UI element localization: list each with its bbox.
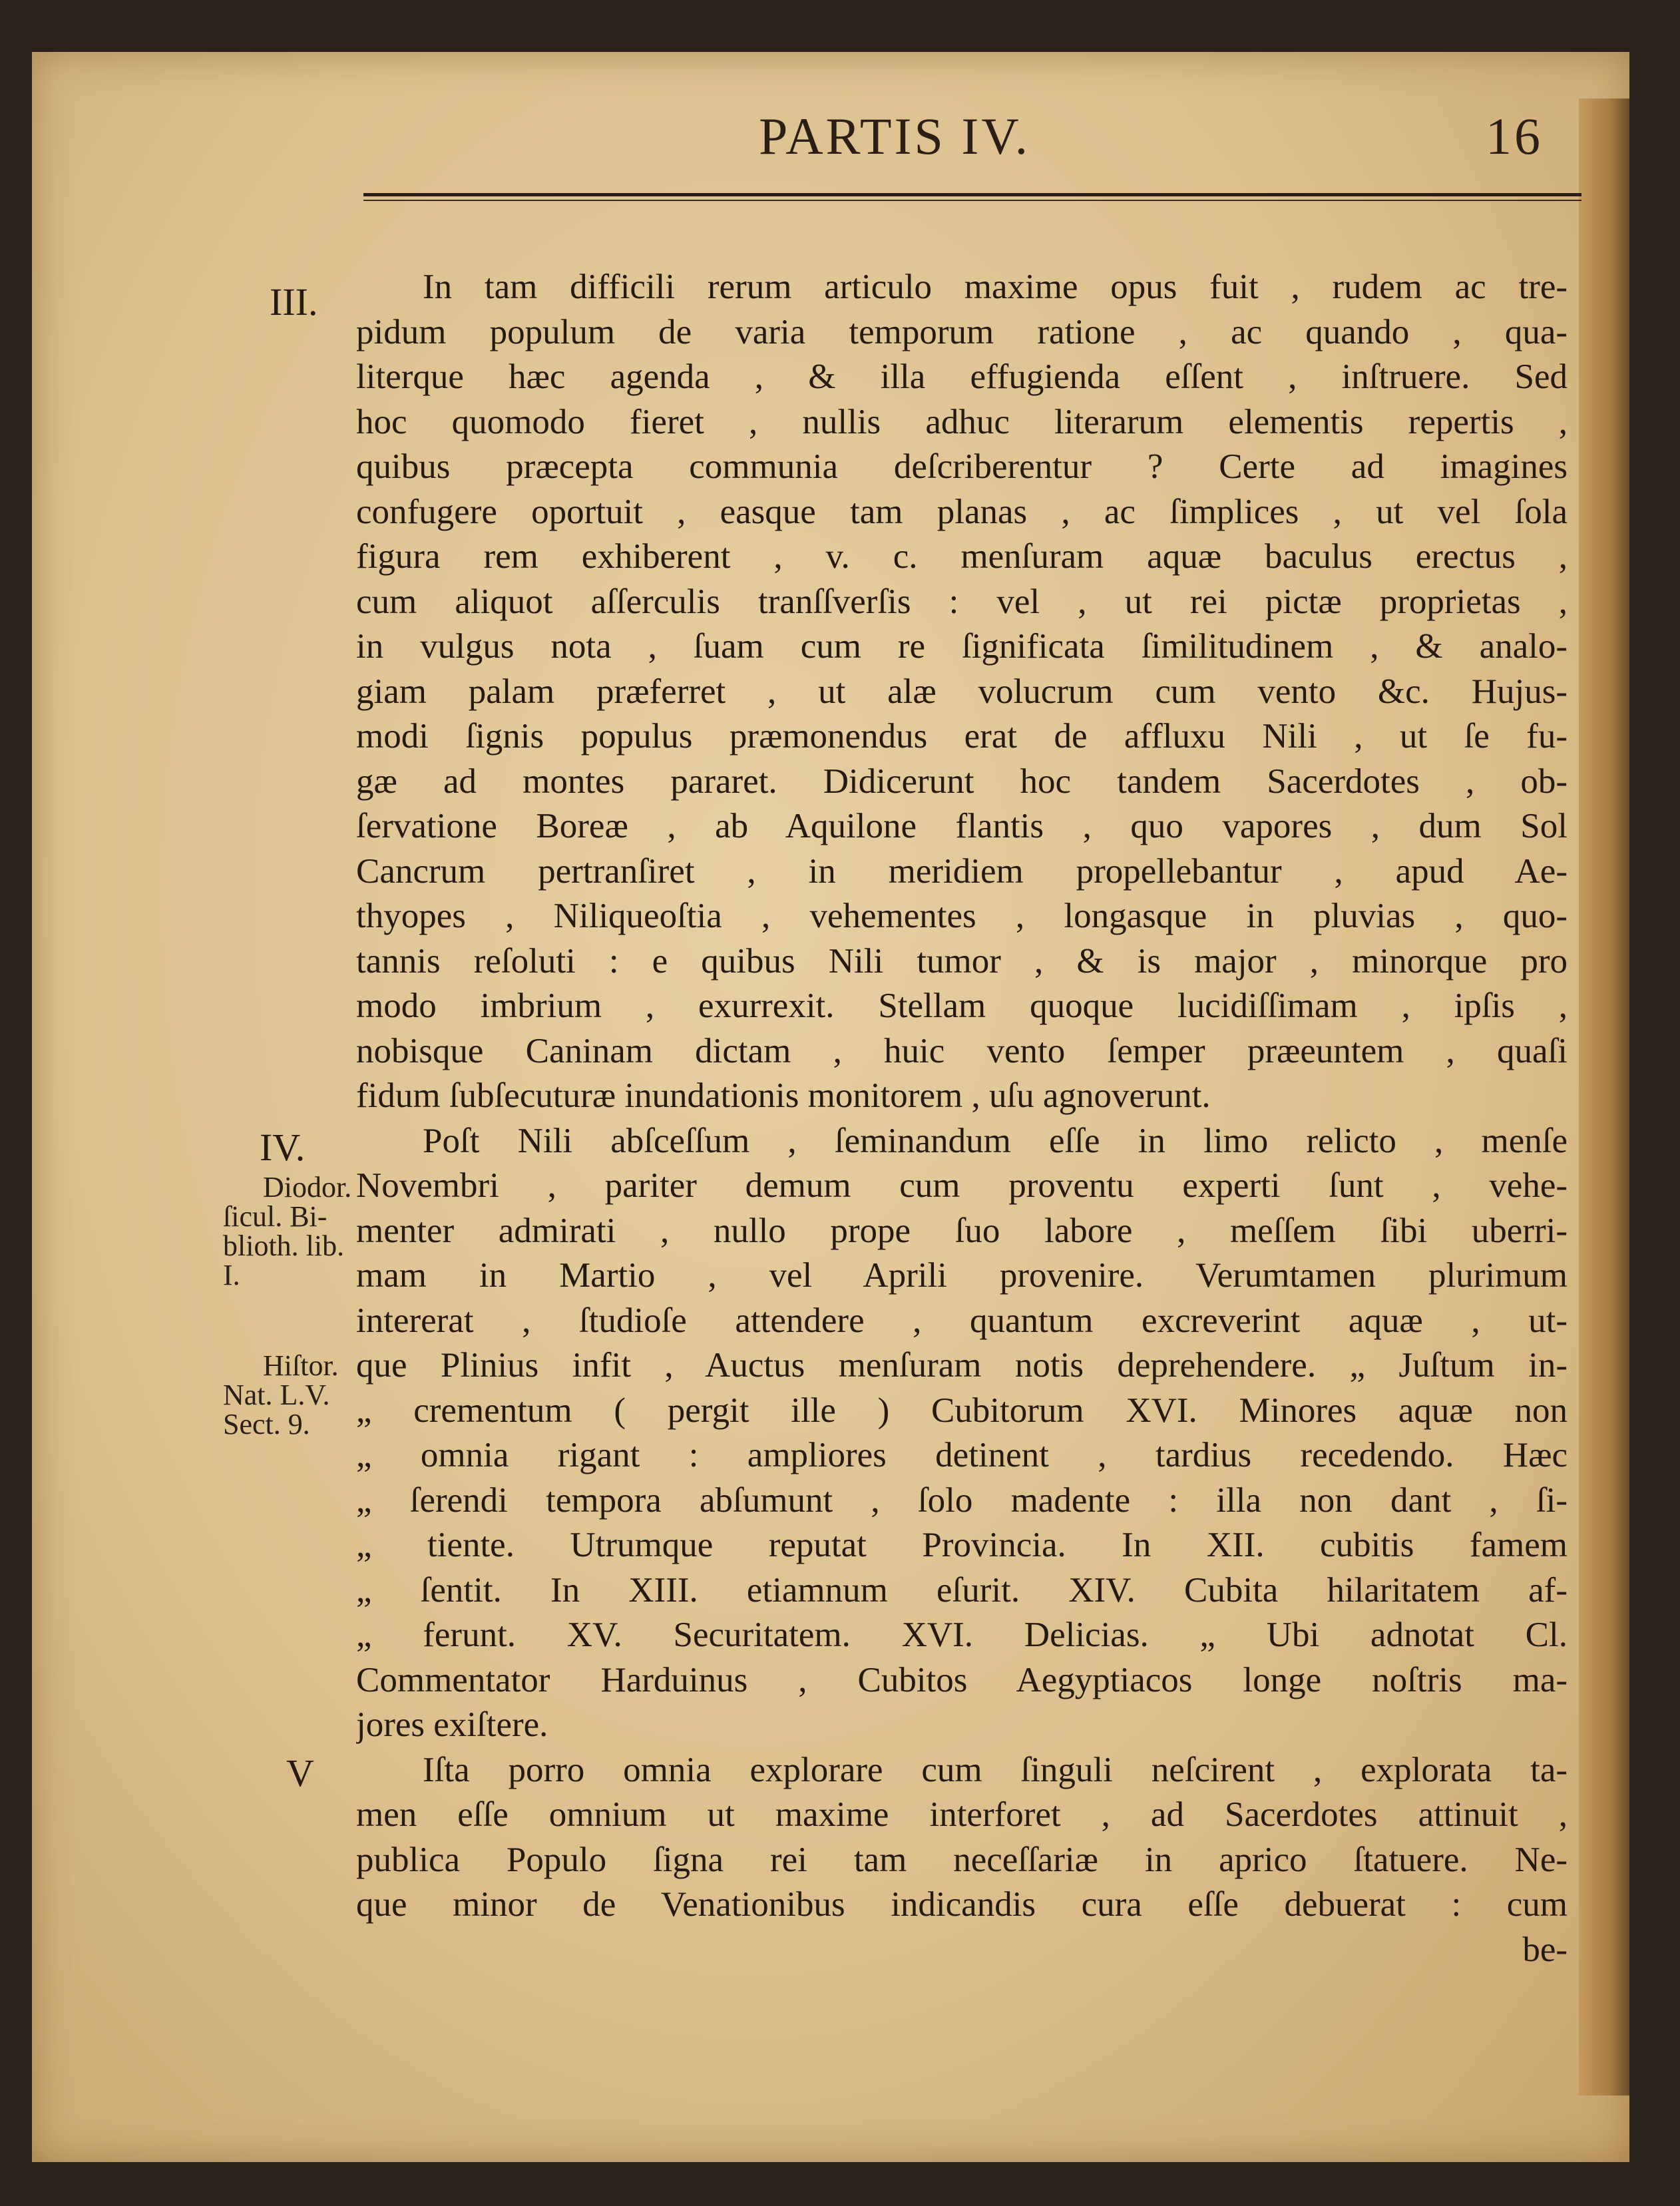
text-line: thyopes , Niliqueoſtia , vehementes , longasque in pluvias , quo- — [356, 897, 1568, 935]
text-line: men eſſe omnium ut maxime interforet , ad Sacerdotes attinuit , — [356, 1795, 1568, 1834]
section-marker-iii: III. — [270, 280, 318, 324]
text-line: que minor de Venationibus indicandis cura eſſe debuerat : cum — [356, 1885, 1568, 1924]
text-line: „ crementum ( pergit ille ) Cubitorum XVI. Minores aquæ non — [356, 1391, 1568, 1430]
text-line: Poſt Nili abſceſſum , ſeminandum eſſe in limo relicto , menſe — [423, 1121, 1568, 1160]
page-edge — [1579, 99, 1629, 2096]
text-line: quibus præcepta communia deſcriberentur ? Certe ad imagines — [356, 447, 1568, 486]
text-line: figura rem exhiberent , v. c. menſuram aquæ baculus erectus , — [356, 537, 1568, 576]
paragraph-iii — [356, 265, 1568, 1119]
text-line: jores exiſtere. — [356, 1705, 548, 1744]
text-line: Commentator Harduinus , Cubitos Aegyptiacos longe noſtris ma- — [356, 1660, 1568, 1699]
text-line: nobisque Caninam dictam , huic vento ſemper præeuntem , quaſi — [356, 1031, 1568, 1070]
margin-note-line: Nat. L.V. — [223, 1379, 330, 1411]
text-line: ſervatione Boreæ , ab Aquilone flantis , quo vapores , dum Sol — [356, 807, 1568, 845]
text-line: giam palam præferret , ut alæ volucrum cum vento &c. Hujus- — [356, 672, 1568, 711]
text-line: Iſta porro omnia explorare cum ſinguli neſcirent , explorata ta- — [423, 1750, 1568, 1789]
text-line: „ omnia rigant : ampliores detinent , tardius recedendo. Hæc — [356, 1436, 1568, 1474]
margin-note-line: I. — [223, 1259, 240, 1291]
text-line: In tam difficili rerum articulo maxime opus fuit , rudem ac tre- — [423, 268, 1568, 306]
paragraph-iv — [356, 1119, 1568, 1748]
margin-note-line: Hiſtor. — [263, 1349, 339, 1382]
text-line: literque hæc agenda , & illa effugienda eſſent , inſtruere. Sed — [356, 357, 1568, 396]
header-rule — [363, 193, 1581, 196]
section-marker-iv: IV. — [260, 1126, 306, 1169]
text-line: mam in Martio , vel Aprili provenire. Verumtamen plurimum — [356, 1256, 1568, 1295]
section-marker-v: V — [286, 1751, 314, 1795]
text-line: hoc quomodo fieret , nullis adhuc literarum elementis repertis , — [356, 402, 1568, 441]
text-line: „ ſentit. In XIII. etiamnum eſurit. XIV. Cubita hilaritatem af- — [356, 1570, 1568, 1610]
margin-note-line: Diodor. — [263, 1171, 352, 1204]
text-line: confugere oportuit , easque tam planas , ac ſimplices , ut vel ſola — [356, 492, 1568, 531]
text-line: tannis reſoluti : e quibus Nili tumor , & is major , minorque pro — [356, 941, 1568, 981]
text-line: publica Populo ſigna rei tam neceſſariæ in aprico ſtatuere. Ne- — [356, 1840, 1568, 1879]
running-title: PARTIS IV. — [759, 107, 1031, 165]
text-line: Novembri , pariter demum cum proventu experti ſunt , vehe- — [356, 1166, 1568, 1205]
text-line: „ tiente. Utrumque reputat Provincia. In XII. cubitis famem — [356, 1526, 1568, 1564]
text-line: que Plinius infit , Auctus menſuram notis deprehendere. „ Juſtum in- — [356, 1346, 1568, 1385]
text-line: fidum ſubſecuturæ inundationis monitorem , uſu agnoverunt. — [356, 1076, 1211, 1115]
page-number: 16 — [1486, 107, 1543, 165]
margin-note-line: Sect. 9. — [223, 1408, 310, 1440]
text-line: Cancrum pertranſiret , in meridiem propellebantur , apud Ae- — [356, 851, 1568, 891]
text-line: „ ſerendi tempora abſumunt , ſolo madente : illa non dant , ſi- — [356, 1480, 1568, 1520]
margin-note-line: blioth. lib. — [223, 1229, 345, 1262]
margin-note-diodorus — [223, 1173, 351, 1290]
text-line: gæ ad montes pararet. Didicerunt hoc tandem Sacerdotes , ob- — [356, 762, 1568, 801]
text-line: modo imbrium , exurrexit. Stellam quoque lucidiſſimam , ipſis , — [356, 987, 1568, 1025]
text-line: menter admirati , nullo prope ſuo labore , meſſem ſibi uberri- — [356, 1211, 1568, 1250]
text-line: pidum populum de varia temporum ratione , ac quando , qua- — [356, 312, 1568, 351]
text-line: modi ſignis populus præmonendus erat de affluxu Nili , ut ſe fu- — [356, 717, 1568, 756]
header-rule-thin — [363, 200, 1581, 201]
text-line: in vulgus nota , ſuam cum re ſignificata ſimilitudinem , & analo- — [356, 627, 1568, 666]
text-line: „ ferunt. XV. Securitatem. XVI. Delicias. „ Ubi adnotat Cl. — [356, 1616, 1568, 1654]
paragraph-v — [356, 1748, 1568, 1973]
body-text — [356, 265, 1568, 1972]
catchword: be- — [1522, 1930, 1568, 1969]
margin-note-line: ſicul. Bi- — [223, 1200, 327, 1233]
text-line: intererat , ſtudioſe attendere , quantum excreverint aquæ , ut- — [356, 1301, 1568, 1340]
text-line: cum aliquot aſſerculis tranſſverſis : vel , ut rei pictæ proprietas , — [356, 582, 1568, 621]
margin-note-plinius — [223, 1351, 339, 1439]
